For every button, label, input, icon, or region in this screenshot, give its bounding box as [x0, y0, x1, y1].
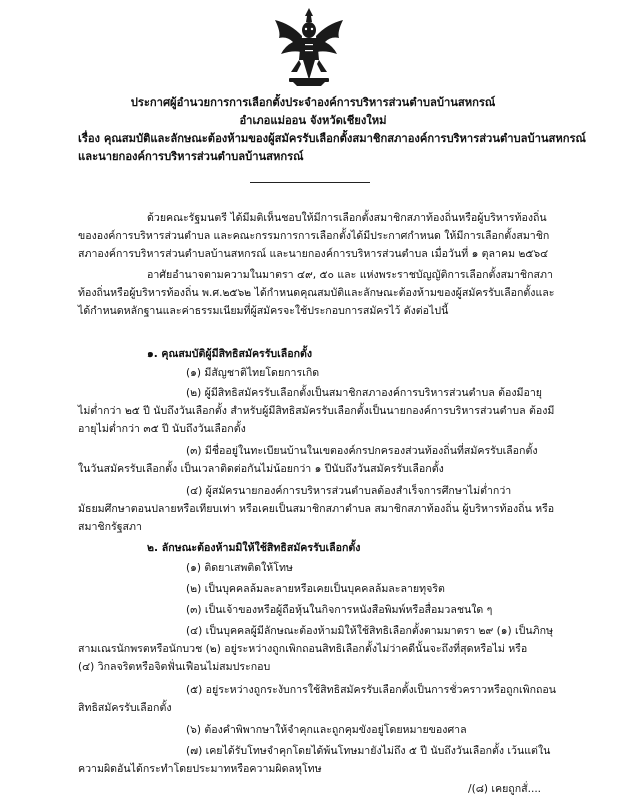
section-1-item-2-line-1: (๒) ผู้มีสิทธิสมัครรับเลือกตั้งเป็นสมาชิกสภาองค์การบริหารส่วนตำบล ต้องมีอายุ: [186, 387, 542, 399]
section-2-item-7-line-2: ความผิดอันได้กระทำโดยประมาทหรือความผิดลหุโทษ: [78, 763, 322, 775]
continuation-note: /(๘) เคยถูกสั่....: [468, 783, 542, 795]
header-subject-cont: และนายกองค์การบริหารส่วนตำบลบ้านสหกรณ์: [78, 150, 304, 163]
section-1-item-4-line-2: มัธยมศึกษาตอนปลายหรือเทียบเท่า หรือเคยเป็นสมาชิกสภาตำบล สมาชิกสภาท้องถิ่น ผู้บริหารท้องถิ่น หรือ: [78, 503, 555, 515]
section-1-item-3-line-2: ในวันสมัครรับเลือกตั้ง เป็นเวลาติดต่อกันไม่น้อยกว่า ๑ ปีนับถึงวันสมัครรับเลือกตั้ง: [78, 463, 444, 475]
garuda-emblem-icon: [271, 6, 347, 88]
paragraph-1-line-2: ขององค์การบริหารส่วนตำบล และคณะกรรมการการเลือกตั้งได้มีประกาศกำหนด ให้มีการเลือกตั้งสมาชิก: [78, 230, 550, 242]
section-2-item-4-line-1: (๔) เป็นบุคคลผู้มีลักษณะต้องห้ามมิให้ใช้สิทธิเลือกตั้งตามมาตรา ๒๙ (๑) เป็นภิกษุ: [186, 625, 553, 637]
header-divider: [250, 182, 370, 183]
header-line-2: อำเภอแม่ออน จังหวัดเชียงใหม่: [239, 114, 387, 127]
paragraph-2-line-2: ท้องถิ่นหรือผู้บริหารท้องถิ่น พ.ศ.๒๕๖๒ ได้กำหนดคุณสมบัติและลักษณะต้องห้ามของผู้สมัครรับเลือกตั้งและ: [78, 287, 555, 299]
paragraph-2-line-3: ได้กำหนดหลักฐานและค่าธรรมเนียมที่ผู้สมัครจะใช้ประกอบการสมัครไว้ ดังต่อไปนี้: [78, 305, 449, 317]
section-2-title: ๒. ลักษณะต้องห้ามมิให้ใช้สิทธิสมัครรับเลือกตั้ง: [147, 542, 361, 554]
section-2-item-4-line-3: (๔) วิกลจริตหรือจิตฟั่นเฟือนไม่สมประกอบ: [78, 661, 271, 673]
paragraph-1-line-1: ด้วยคณะรัฐมนตรี ได้มีมติเห็นชอบให้มีการเลือกตั้งสมาชิกสภาท้องถิ่นหรือผู้บริหารท้องถิ่น: [147, 212, 547, 224]
paragraph-1-line-3: สภาองค์การบริหารส่วนตำบลบ้านสหกรณ์ และนายกองค์การบริหารส่วนตำบล เมื่อวันที่ ๑ ตุลาคม ๒๕๖๔: [78, 248, 549, 260]
section-1-item-3-line-1: (๓) มีชื่ออยู่ในทะเบียนบ้านในเขตองค์กรปกครองส่วนท้องถิ่นที่สมัครรับเลือกตั้ง: [186, 445, 538, 457]
section-1-item-4-line-3: สมาชิกรัฐสภา: [78, 521, 142, 533]
section-1-title: ๑. คุณสมบัติผู้มีสิทธิสมัครรับเลือกตั้ง: [147, 348, 313, 360]
header-subject: เรื่อง คุณสมบัติและลักษณะต้องห้ามของผู้สมัครรับเลือกตั้งสมาชิกสภาองค์การบริหารส่วนตำบลบ้านสหกรณ์: [78, 132, 586, 145]
paragraph-2-line-1: อาศัยอำนาจตามความในมาตรา ๔๙, ๕๐ และ แห่งพระราชบัญญัติการเลือกตั้งสมาชิกสภา: [147, 269, 553, 281]
section-2-item-2: (๒) เป็นบุคคลล้มละลายหรือเคยเป็นบุคคลล้มละลายทุจริต: [186, 583, 445, 595]
section-2-item-1: (๑) ติดยาเสพติดให้โทษ: [186, 562, 293, 574]
section-2-item-5-line-1: (๕) อยู่ระหว่างถูกระงับการใช้สิทธิสมัครรับเลือกตั้งเป็นการชั่วคราวหรือถูกเพิกถอน: [186, 684, 557, 696]
section-1-item-1: (๑) มีสัญชาติไทยโดยการเกิด: [186, 367, 320, 379]
section-2-item-3: (๓) เป็นเจ้าของหรือผู้ถือหุ้นในกิจการหนังสือพิมพ์หรือสื่อมวลชนใด ๆ: [186, 604, 493, 616]
section-2-item-7-line-1: (๗) เคยได้รับโทษจำคุกโดยได้พ้นโทษมายังไม่ถึง ๕ ปี นับถึงวันเลือกตั้ง เว้นแต่ใน: [186, 745, 551, 757]
header-line-1: ประกาศผู้อำนวยการการเลือกตั้งประจำองค์การบริหารส่วนตำบลบ้านสหกรณ์: [130, 96, 496, 109]
section-2-item-5-line-2: สิทธิสมัครรับเลือกตั้ง: [78, 702, 172, 714]
section-1-item-2-line-2: ไม่ต่ำกว่า ๒๕ ปี นับถึงวันเลือกตั้ง สำหรับผู้มีสิทธิสมัครรับเลือกตั้งเป็นนายกองค์การบริหารส่วนตำบล ต้องมี: [78, 405, 555, 417]
section-2-item-6: (๖) ต้องคำพิพากษาให้จำคุกและถูกคุมขังอยู่โดยหมายของศาล: [186, 724, 467, 736]
section-1-item-4-line-1: (๔) ผู้สมัครนายกองค์การบริหารส่วนตำบลต้องสำเร็จการศึกษาไม่ต่ำกว่า: [186, 485, 512, 497]
section-1-item-2-line-3: อายุไม่ต่ำกว่า ๓๕ ปี นับถึงวันเลือกตั้ง: [78, 423, 246, 435]
section-2-item-4-line-2: สามเณรนักพรตหรือนักบวช (๒) อยู่ระหว่างถูกเพิกถอนสิทธิเลือกตั้งไม่ว่าคดีนั้นจะถึงที่สุดหรือไม่ หรือ: [78, 643, 528, 655]
